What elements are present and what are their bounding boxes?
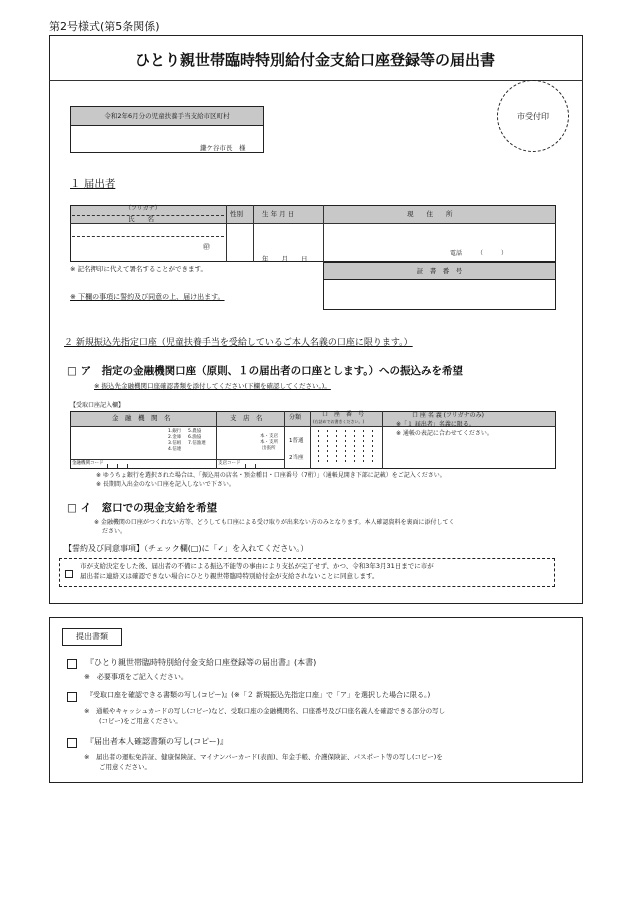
dob-value: 年 月 日 <box>262 255 308 263</box>
documents-heading: 提出書類 <box>76 632 108 641</box>
option-a-note: ※ 振込先金融機関口座確認書類を添付してください(下欄を確認してください。)。 <box>94 382 331 390</box>
bank-type-6: 6.漁協 <box>188 435 202 440</box>
bank-code-label: 金融機関コード <box>72 461 104 466</box>
pledge-text-1: 市が支給決定をした後、届出者の不備による振込不能等の事由により支払が完了せず、かつ、令和3年3月31日までに市が <box>80 562 434 570</box>
branch-type-3: 出張所 <box>262 446 276 451</box>
addressee-mayor: 鎌ケ谷市長 様 <box>200 144 246 152</box>
document-3-checkbox[interactable] <box>67 738 77 748</box>
bank-type-1: 1.銀行 <box>168 429 182 434</box>
section2-heading: ２ 新規振込先指定口座（児童扶養手当を受給しているご本人名義の口座に限ります。） <box>64 338 413 348</box>
acct-type-2: 2当座 <box>289 455 304 461</box>
dob-label: 生 年 月 日 <box>262 210 295 218</box>
stamp-label: 市受付印 <box>517 112 549 121</box>
furigana-label: （フリガナ） <box>125 205 161 212</box>
holder-note-1: ※「１ 届出者」名義に限る。 <box>396 421 475 428</box>
gender-label: 性別 <box>230 210 243 218</box>
col-holder: 口 座 名 義 (フリガナのみ) <box>412 412 485 419</box>
document-1: 『ひとり親世帯臨時特別給付金支給口座登録等の届出書』(本書) <box>86 658 317 667</box>
seal-mark: ㊞ <box>203 243 210 251</box>
option-i[interactable]: □ イ 窓口での現金支給を希望 <box>67 502 218 514</box>
col-type: 分類 <box>289 414 302 421</box>
col-account: 口 座 番 号 <box>322 411 365 418</box>
bank-type-4: 4.信連 <box>168 447 182 452</box>
bank-type-3: 3.信組 <box>168 441 182 446</box>
col-account-sub: (右詰めでお書きください。) <box>313 419 365 424</box>
form-title: ひとり親世帯臨時特別給付金支給口座登録等の届出書 <box>134 51 495 69</box>
document-2-note-2: (コピー)をご用意ください。 <box>99 717 182 725</box>
col-bank: 金 融 機 関 名 <box>112 414 171 422</box>
yucho-note: ※ ゆうちょ銀行を選択された場合は、「振込用の店名・預金種目・口座番号（7桁）」（通帳見開き下部に記載）をご記入ください。 <box>96 472 446 479</box>
branch-code-label: 支店コード <box>218 461 241 466</box>
title-divider <box>49 80 583 81</box>
document-3: 『届出者本人確認書類の写し(コピー)』 <box>86 737 228 746</box>
document-1-note: ※ 必要事項をご記入ください。 <box>84 673 188 681</box>
signature-note: ※ 記名押印に代えて署名することができます。 <box>70 265 207 273</box>
bank-type-7: 7.信漁連 <box>188 441 206 446</box>
document-2: 『受取口座を確認できる書類の写し(コピー)』(※「２ 新規振込先指定口座」で「ア」を選択した場合に限る。) <box>86 691 431 699</box>
bank-type-5: 5.農協 <box>188 429 202 434</box>
branch-type-1: 本・支店 <box>260 434 278 439</box>
option-i-note-2: ださい。 <box>102 528 127 535</box>
pledge-heading: 【誓約及び同意事項】（チェック欄(□)に「✓」を入れてください。） <box>64 544 309 553</box>
phone-label: 電話 （ ） <box>450 250 508 257</box>
form-number: 第2号様式(第5条関係) <box>49 20 160 33</box>
addressee-municipality: 令和2年6月分の児童扶養手当支給市区町村 <box>104 112 230 120</box>
option-i-note-1: ※ 金融機関の口座がつくれない方等、どうしても口座による受け取りが出来ない方のみとなります。本人確認資料を裏面に添付してく <box>94 519 455 526</box>
col-branch: 支 店 名 <box>230 414 263 422</box>
acct-type-1: 1普通 <box>289 438 304 444</box>
holder-note-2: ※ 通帳の表記に合わせてください。 <box>396 430 493 437</box>
cert-label: 証 書 番 号 <box>416 267 463 275</box>
document-1-checkbox[interactable] <box>67 659 77 669</box>
document-2-note-1: ※ 通帳やキャッシュカードの写し(コピー)など、受取口座の金融機関名、口座番号及び口座名義人を確認できる部分の写し <box>84 707 446 715</box>
longterm-note: ※ 長期間入出金のない口座を記入しないで下さい。 <box>96 481 235 488</box>
pledge-text-2: 届出者に連絡又は確認できない場合にひとり親世帯臨時特別給付金が支給されないことに同意します。 <box>80 572 379 580</box>
consent-line: ※ 下欄の事項に誓約及び同意の上、届け出ます。 <box>70 293 225 301</box>
address-label: 現 住 所 <box>407 210 453 218</box>
document-2-checkbox[interactable] <box>67 692 77 702</box>
bank-type-2: 2.金庫 <box>168 435 182 440</box>
branch-type-2: 本・支所 <box>260 440 278 445</box>
bank-table-title: 【受取口座記入欄】 <box>70 402 125 409</box>
pledge-checkbox[interactable] <box>65 570 73 578</box>
account-number-cells[interactable] <box>314 430 378 464</box>
option-a[interactable]: □ ア 指定の金融機関口座（原則、１の届出者の口座とします。）への振込みを希望 <box>67 365 463 377</box>
name-label: 氏 名 <box>128 215 154 223</box>
document-3-note-1: ※ 届出者の運転免許証、健康保険証、マイナンバーカード(表面)、年金手帳、介護保険証、パスポート等の写し(コピー)を <box>84 753 443 761</box>
section1-heading: １ 届出者 <box>70 178 116 190</box>
document-3-note-2: ご用意ください。 <box>99 763 151 771</box>
